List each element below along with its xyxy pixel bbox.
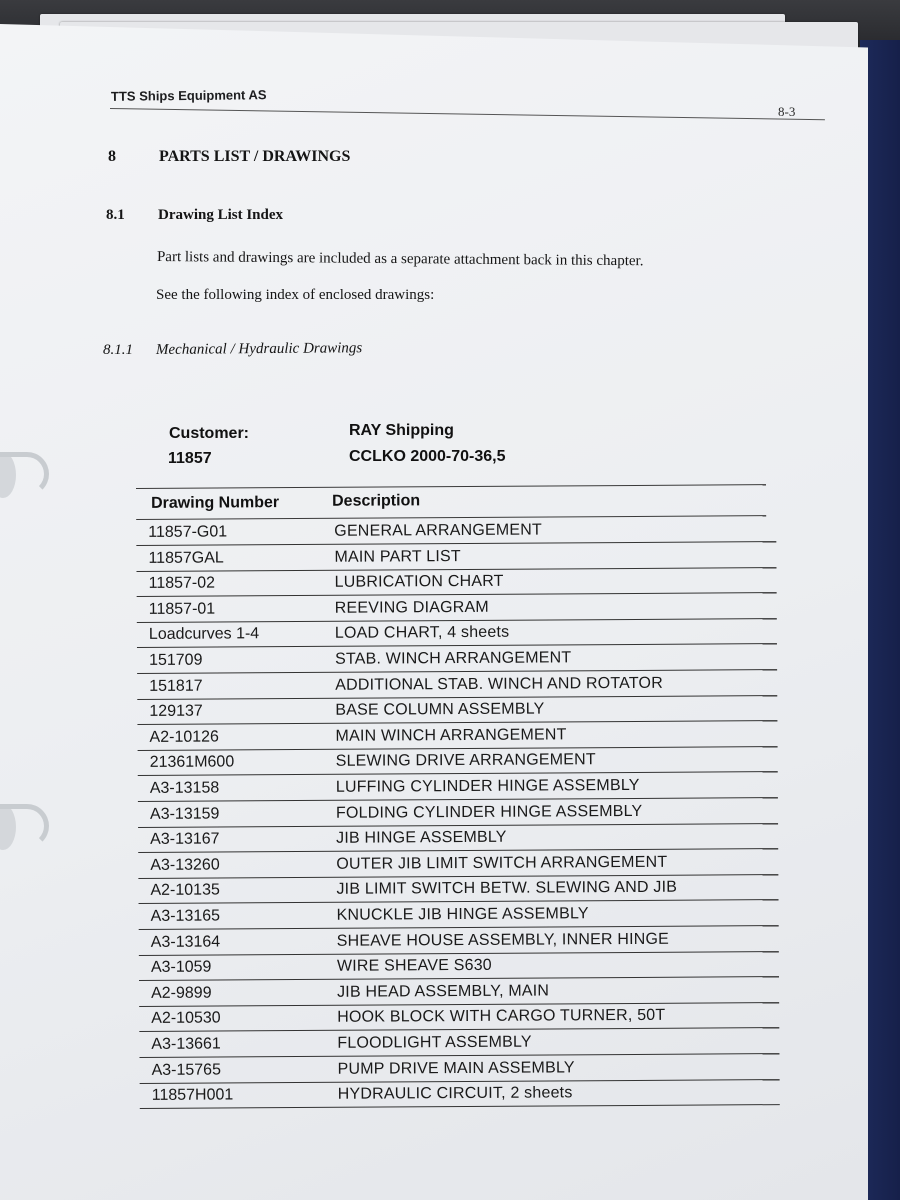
drawing-number: A3-13159 — [149, 805, 220, 823]
drawing-number: A2-10530 — [151, 1009, 221, 1028]
drawing-number: 21361M600 — [149, 753, 235, 772]
drawing-number: A3-13260 — [150, 856, 220, 874]
intro-paragraph: Part lists and drawings are included as a separate attachment back in this chapter. — [156, 249, 644, 270]
drawing-number: A3-15765 — [151, 1061, 221, 1079]
drawing-description: JIB LIMIT SWITCH BETW. SLEWING AND JIB — [336, 879, 678, 899]
drawing-description: FOLDING CYLINDER HINGE ASSEMBLY — [335, 802, 643, 822]
drawing-description: LOAD CHART, 4 sheets — [334, 624, 510, 643]
column-header-drawing-number: Drawing Number — [151, 494, 280, 512]
drawing-number: A3-13158 — [149, 779, 220, 797]
drawing-number: A3-13165 — [150, 907, 221, 925]
drawing-description: SHEAVE HOUSE ASSEMBLY, INNER HINGE — [336, 930, 670, 950]
drawing-description: BASE COLUMN ASSEMBLY — [335, 700, 545, 719]
row-divider — [140, 1104, 780, 1109]
drawing-list-table — [136, 484, 785, 1128]
drawing-number: 151709 — [149, 651, 203, 669]
drawing-description: LUBRICATION CHART — [334, 572, 504, 591]
drawing-description: SLEWING DRIVE ARRANGEMENT — [335, 751, 596, 771]
crane-model: CCLKO 2000-70-36,5 — [349, 448, 506, 465]
section-number: 8 — [108, 148, 116, 165]
drawing-description: MAIN PART LIST — [334, 547, 461, 566]
drawing-description: LUFFING CYLINDER HINGE ASSEMBLY — [335, 776, 640, 796]
drawing-description: PUMP DRIVE MAIN ASSEMBLY — [337, 1058, 575, 1078]
drawing-description: KNUCKLE JIB HINGE ASSEMBLY — [336, 905, 589, 924]
drawing-description: OUTER JIB LIMIT SWITCH ARRANGEMENT — [336, 853, 668, 873]
drawing-description: HOOK BLOCK WITH CARGO TURNER, 50T — [337, 1007, 666, 1027]
drawing-description: GENERAL ARRANGEMENT — [334, 521, 543, 540]
section-title: PARTS LIST / DRAWINGS — [159, 148, 351, 165]
table-row — [140, 1079, 780, 1109]
subsubsection-number: 8.1.1 — [103, 342, 133, 358]
drawing-description: WIRE SHEAVE S630 — [336, 957, 492, 975]
drawing-number: 11857-02 — [148, 574, 216, 593]
drawing-number: A3-13164 — [150, 933, 221, 951]
drawing-description: FLOODLIGHT ASSEMBLY — [337, 1033, 532, 1052]
customer-name: RAY Shipping — [349, 422, 454, 439]
drawing-description: MAIN WINCH ARRANGEMENT — [335, 726, 567, 745]
drawing-number: A3-13661 — [151, 1035, 221, 1053]
customer-label: Customer: — [169, 425, 250, 442]
subsubsection-title: Mechanical / Hydraulic Drawings — [155, 340, 363, 358]
binder-ring-icon — [0, 452, 49, 496]
drawing-number: 11857-G01 — [148, 523, 228, 541]
index-paragraph: See the following index of enclosed drawings: — [156, 287, 435, 303]
drawing-description: JIB HINGE ASSEMBLY — [336, 828, 507, 847]
drawing-description: REEVING DIAGRAM — [334, 598, 489, 617]
drawing-description: ADDITIONAL STAB. WINCH AND ROTATOR — [335, 674, 663, 694]
drawing-number: A2-10126 — [149, 728, 219, 746]
drawing-number: A3-13167 — [150, 830, 220, 849]
column-header-description: Description — [332, 492, 421, 510]
drawing-number: A3-1059 — [150, 958, 212, 977]
drawing-number: Loadcurves 1-4 — [148, 625, 260, 644]
drawing-description: STAB. WINCH ARRANGEMENT — [334, 649, 572, 668]
customer-number: 11857 — [168, 450, 212, 467]
drawing-number: 11857-01 — [148, 600, 216, 618]
drawing-number: 129137 — [149, 702, 203, 721]
drawing-number: 151817 — [149, 677, 203, 695]
drawing-number: 11857H001 — [151, 1086, 234, 1105]
page-number: 8-3 — [778, 104, 796, 119]
company-name: TTS Ships Equipment AS — [110, 87, 267, 104]
drawing-number: 11857GAL — [148, 549, 224, 567]
binder-ring-icon — [0, 804, 49, 848]
subsection-number: 8.1 — [106, 207, 125, 223]
drawing-number: A2-9899 — [151, 984, 212, 1002]
drawing-number: A2-10135 — [150, 881, 220, 900]
drawing-description: HYDRAULIC CIRCUIT, 2 sheets — [337, 1084, 573, 1103]
subsection-title: Drawing List Index — [158, 207, 284, 223]
drawing-description: JIB HEAD ASSEMBLY, MAIN — [337, 982, 550, 1001]
